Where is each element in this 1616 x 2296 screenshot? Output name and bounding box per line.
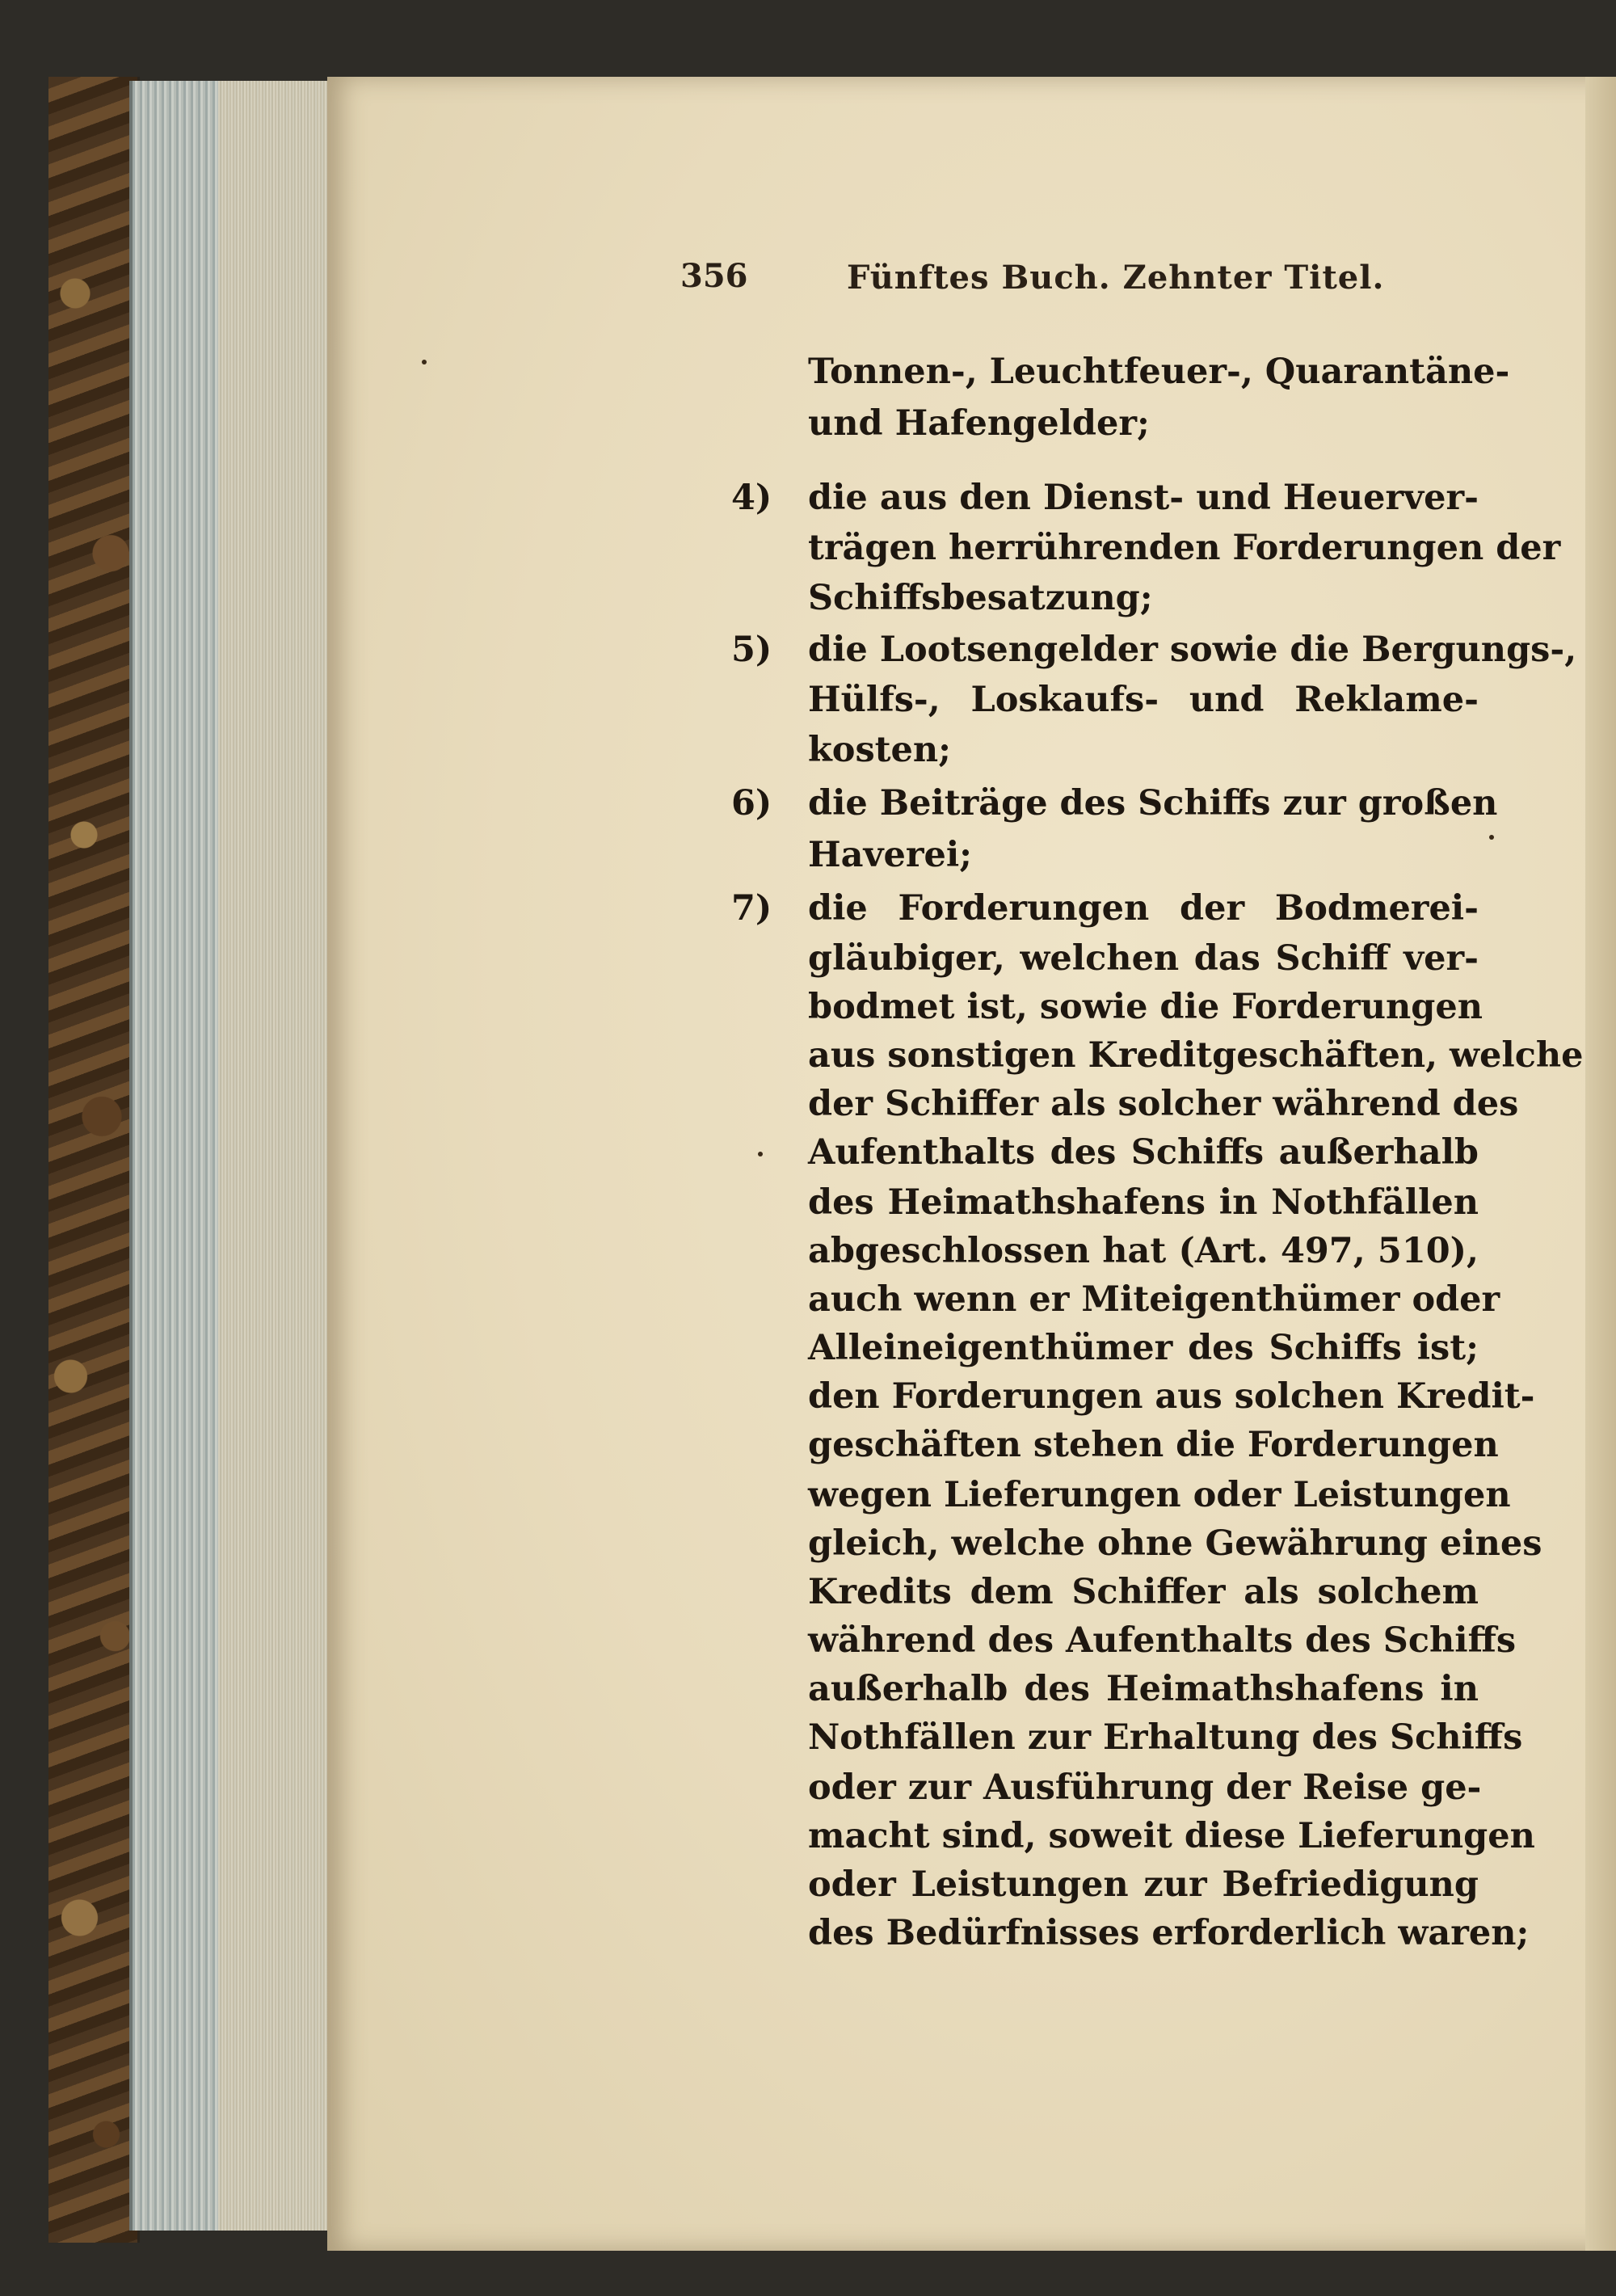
text-line: abgeschlossen hat (Art. 497, 510), xyxy=(808,1231,1479,1271)
page-edges-inner xyxy=(218,81,331,2231)
text-line: die aus den Dienst- und Heuerver- xyxy=(808,478,1479,518)
text-line: Alleineigenthümer des Schiffs ist; xyxy=(808,1328,1479,1368)
marbled-cover-board xyxy=(48,77,140,2243)
page-number: 356 xyxy=(680,257,748,295)
text-line: Haverei; xyxy=(808,835,973,875)
text-line: geschäften stehen die Forderungen xyxy=(808,1425,1499,1465)
text-line: die Beiträge des Schiffs zur großen xyxy=(808,783,1498,824)
item-number-7: 7) xyxy=(731,888,772,929)
item-number-5: 5) xyxy=(731,630,772,670)
text-line: Nothfällen zur Erhaltung des Schiffs xyxy=(808,1717,1523,1758)
text-line: Tonnen-, Leuchtfeuer-, Quarantäne- xyxy=(808,352,1510,392)
text-line: des Bedürfnisses erforderlich waren; xyxy=(808,1913,1530,1953)
text-line: oder zur Ausführung der Reise ge- xyxy=(808,1767,1482,1808)
text-line: aus sonstigen Kreditgeschäften, welche xyxy=(808,1035,1584,1076)
text-line: trägen herrührenden Forderungen der xyxy=(808,528,1561,568)
text-line: auch wenn er Miteigenthümer oder xyxy=(808,1279,1500,1320)
text-line: des Heimathshafens in Nothfällen xyxy=(808,1182,1479,1223)
item-number-4: 4) xyxy=(731,478,772,518)
text-line: Kredits dem Schiffer als solchem xyxy=(808,1572,1479,1612)
paper-speck xyxy=(1489,835,1494,840)
text-line: außerhalb des Heimathshafens in xyxy=(808,1669,1479,1709)
text-line: den Forderungen aus solchen Kredit- xyxy=(808,1376,1535,1417)
text-line: und Hafengelder; xyxy=(808,403,1150,444)
paper-speck xyxy=(422,360,427,364)
text-line: gleich, welche ohne Gewährung eines xyxy=(808,1523,1542,1564)
running-head: Fünftes Buch. Zehnter Titel. xyxy=(847,259,1385,297)
text-line: oder Leistungen zur Befriedigung xyxy=(808,1864,1479,1905)
item-number-6: 6) xyxy=(731,783,772,824)
text-line: gläubiger, welchen das Schiff ver- xyxy=(808,938,1479,979)
text-line: kosten; xyxy=(808,730,952,770)
text-line: während des Aufenthalts des Schiffs xyxy=(808,1620,1517,1661)
text-line: der Schiffer als solcher während des xyxy=(808,1084,1519,1124)
text-line: die Forderungen der Bodmerei- xyxy=(808,888,1479,929)
next-page-edge xyxy=(1585,77,1616,2251)
text-line: Aufenthalts des Schiffs außerhalb xyxy=(808,1132,1479,1173)
text-line: Hülfs-, Loskaufs- und Reklame- xyxy=(808,680,1479,720)
paper-speck xyxy=(758,1152,763,1156)
text-line: macht sind, soweit diese Lieferungen xyxy=(808,1816,1535,1856)
text-line: Schiffsbesatzung; xyxy=(808,578,1153,618)
text-line: bodmet ist, sowie die Forderungen xyxy=(808,987,1483,1027)
text-line: die Lootsengelder sowie die Bergungs-, xyxy=(808,630,1577,670)
text-line: wegen Lieferungen oder Leistungen xyxy=(808,1475,1511,1515)
page-header xyxy=(0,257,1616,305)
